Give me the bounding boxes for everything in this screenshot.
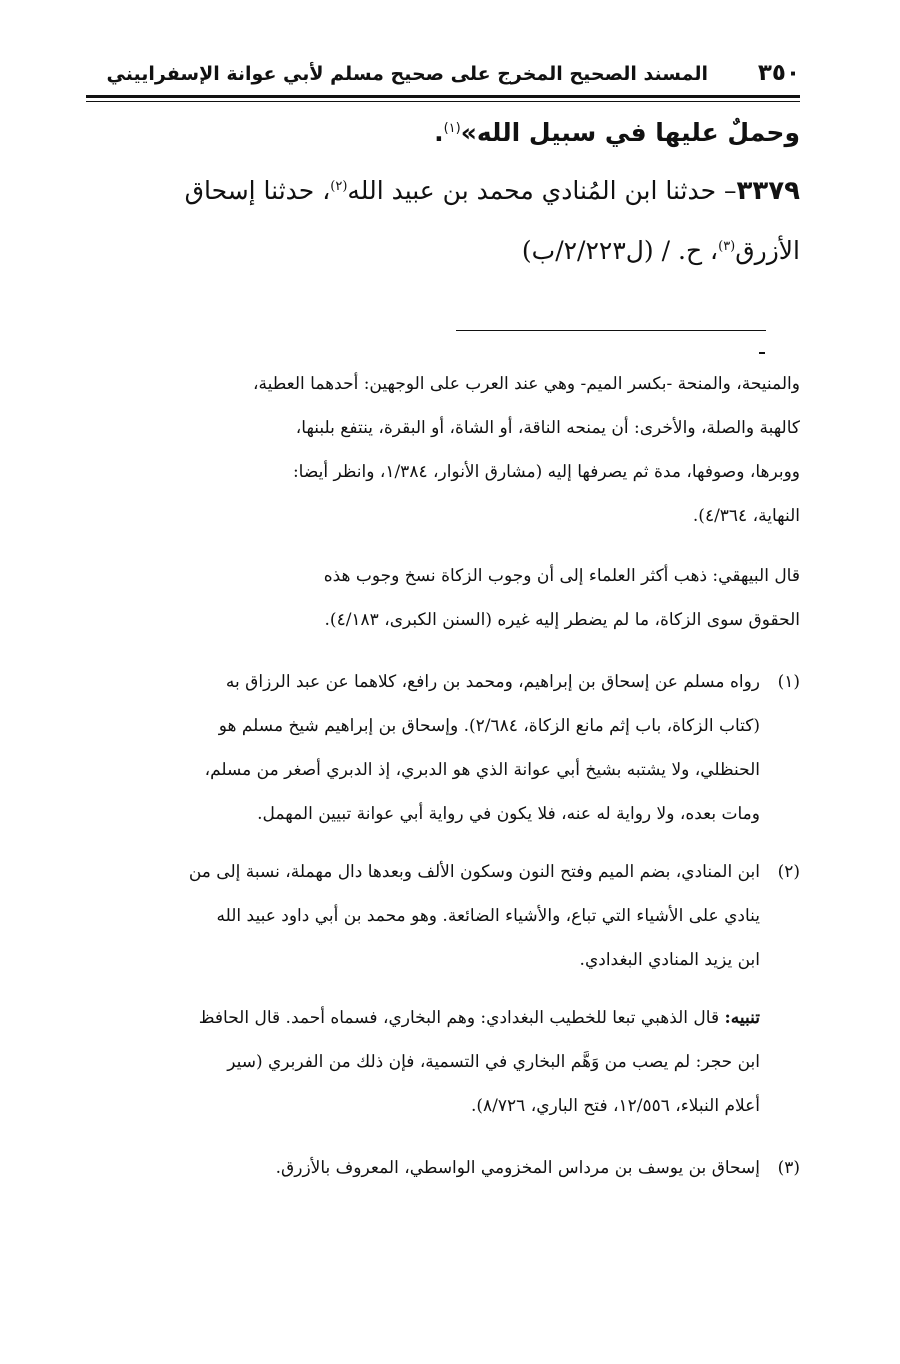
continuation-dash [759, 352, 765, 354]
page-number: ٣٥٠ [757, 60, 800, 86]
footnote-separator [456, 330, 766, 331]
main-text-line-2: ٣٣٧٩– حدثنا ابن المُنادي محمد بن عبيد الله$^{(٢)}$، حدثنا إسحاق [184, 176, 800, 206]
footnote-line: إسحاق بن يوسف بن مرداس المخزومي الواسطي، المعروف بالأزرق. [275, 1158, 760, 1178]
footnote-line: والمنيحة، والمنحة -بكسر الميم- وهي عند العرب على الوجهين: أحدهما العطية، [252, 374, 800, 394]
running-title: المسند الصحيح المخرج على صحيح مسلم لأبي عوانة الإسفراييني [106, 63, 708, 85]
footnote-line: الحنظلي، ولا يشتبه بشيخ أبي عوانة الذي هو الدبري، إذ الدبري أصغر من مسلم، [204, 760, 760, 780]
footnote-ref-2: (٢) [330, 179, 348, 194]
footnote-line: النهاية، ٤/٣٦٤). [692, 506, 800, 526]
footnote-line: ابن المنادي، بضم الميم وفتح النون وسكون الألف وبعدها دال مهملة، نسبة إلى من [188, 862, 760, 882]
footnote-line: ابن حجر: لم يصب من وَهَّم البخاري في التسمية، فإن ذلك من الفربري (سير [227, 1052, 760, 1072]
tanbih-line: تنبيه: قال الذهبي تبعا للخطيب البغدادي: وهم البخاري، فسماه أحمد. قال الحافظ [198, 1008, 760, 1028]
footnote-ref-3: (٣) [718, 239, 736, 254]
footnote-line: أعلام النبلاء، ١٢/٥٥٦، فتح الباري، ٨/٧٢٦). [471, 1096, 760, 1116]
footnote-line: ينادي على الأشياء التي تباع، والأشياء الضائعة. وهو محمد بن أبي داود عبيد الله [216, 906, 760, 926]
footnote-line: قال البيهقي: ذهب أكثر العلماء إلى أن وجوب الزكاة نسخ وجوب هذه [323, 566, 800, 586]
footnote-line: ابن يزيد المنادي البغدادي. [579, 950, 760, 970]
header-rule-thick [86, 95, 800, 98]
footnote-line: (كتاب الزكاة، باب إثم مانع الزكاة، ٢/٦٨٤). وإسحاق بن إبراهيم شيخ مسلم هو [218, 716, 760, 736]
main-text-line-3: الأزرق$^{(٣)}$، ح. / (ل٢/٢٢٣/ب) [521, 236, 800, 265]
footnote-line: رواه مسلم عن إسحاق بن إبراهيم، ومحمد بن رافع، كلاهما عن عبد الرزاق به [225, 672, 760, 692]
page-header [88, 60, 800, 94]
footnote-marker-3: (٣) [777, 1158, 800, 1178]
footnote-ref-1: (١) [443, 121, 461, 136]
footnote-line: ووبرها، وصوفها، مدة ثم يصرفها إليه (مشارق الأنوار، ١/٣٨٤، وانظر أيضا: [292, 462, 800, 482]
tanbih-label: تنبيه: [724, 1008, 760, 1028]
footnote-line: الحقوق سوى الزكاة، ما لم يضطر إليه غيره (السنن الكبرى، ٤/١٨٣). [324, 610, 800, 630]
main-text-line-1: وحملٌ عليها في سبيل الله»$^{(١)}$. [434, 118, 800, 147]
footnote-marker-1: (١) [777, 672, 800, 692]
header-rule-thin [86, 101, 800, 102]
footnote-line: ومات بعده، ولا رواية له عنه، فلا يكون في رواية أبي عوانة تبيين المهمل. [257, 804, 760, 824]
footnote-line: كالهبة والصلة، والأخرى: أن يمنحه الناقة، أو الشاة، أو البقرة، ينتفع بلبنها، [295, 418, 800, 438]
hadith-number: ٣٣٧٩ [736, 176, 800, 206]
footnote-marker-2: (٢) [777, 862, 800, 882]
